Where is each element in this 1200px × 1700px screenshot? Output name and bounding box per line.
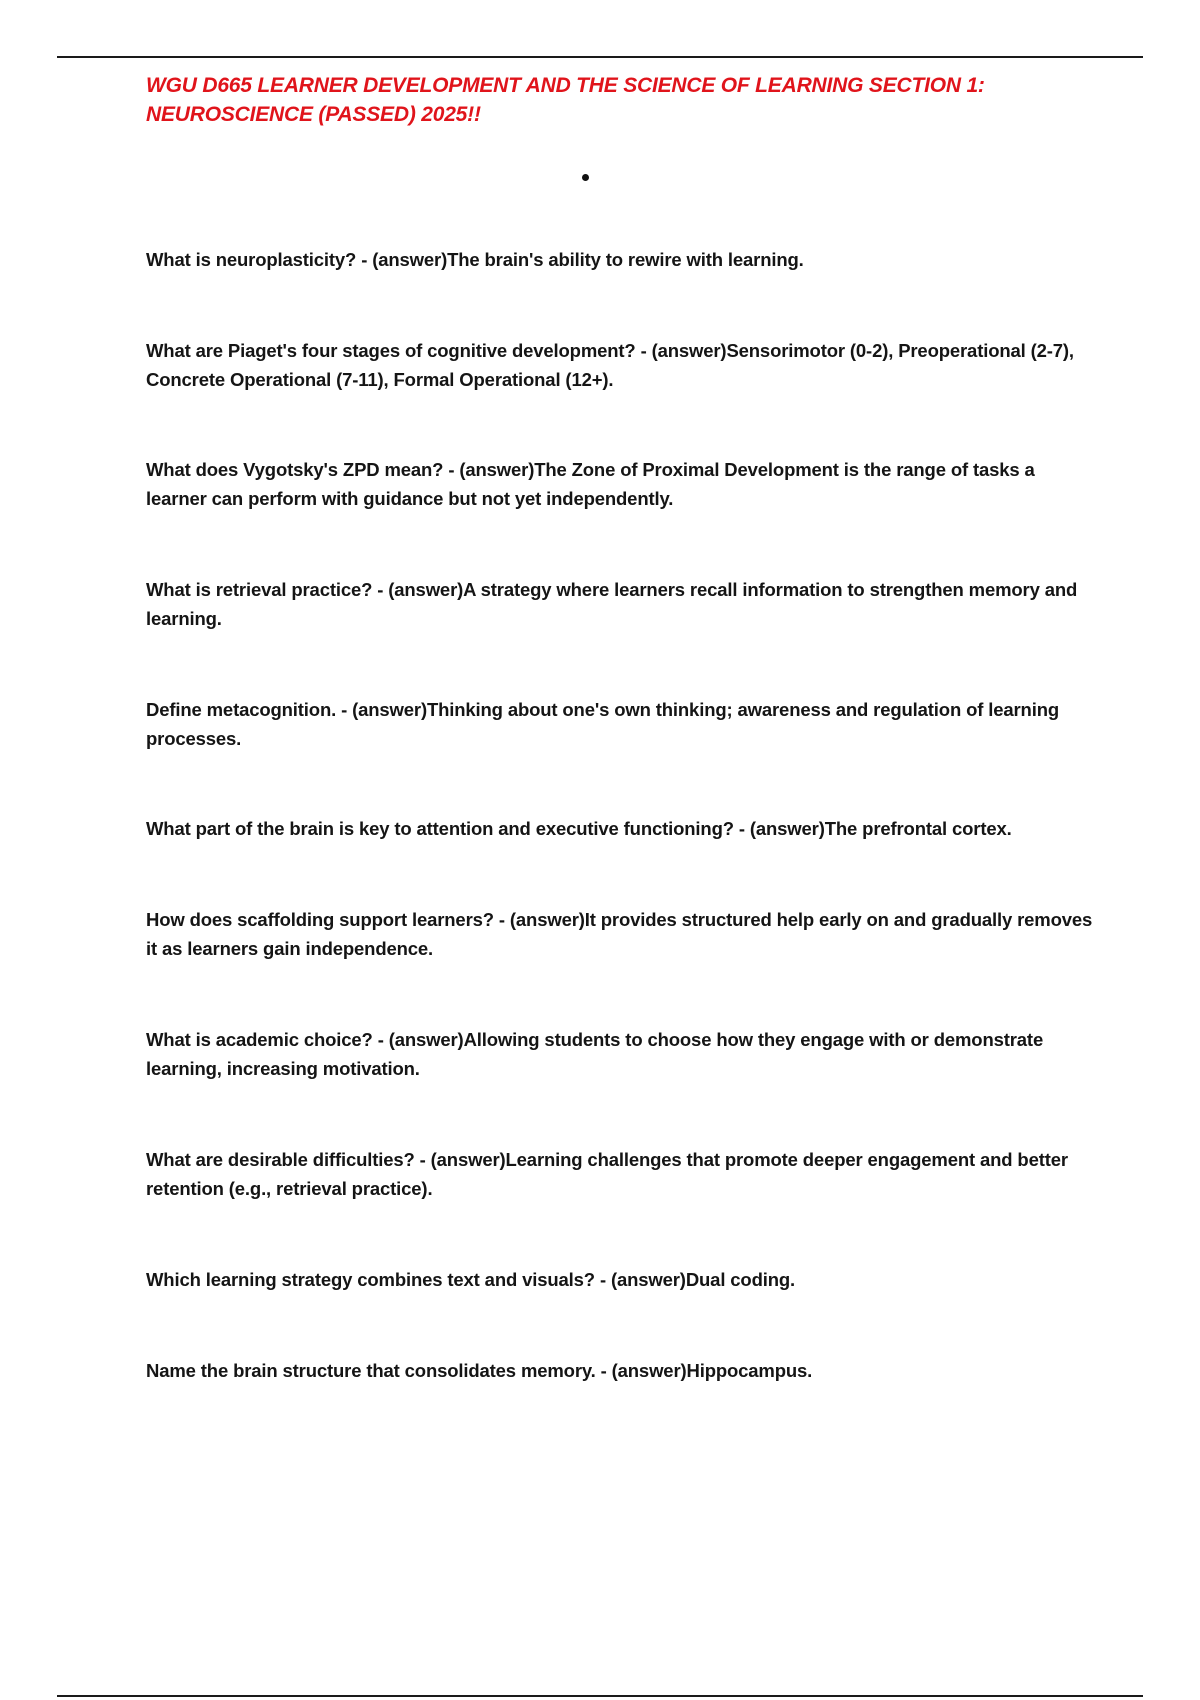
- bullet-marker: [582, 174, 589, 181]
- qa-item-3: What does Vygotsky's ZPD mean? - (answer)The Zone of Proximal Development is the range of tasks a learner can perform with guidance but not yet independently.: [146, 459, 1035, 509]
- qa-item-10: Which learning strategy combines text and visuals? - (answer)Dual coding.: [146, 1269, 796, 1290]
- qa-item-5: Define metacognition. - (answer)Thinking about one's own thinking; awareness and regulation of learning processes.: [146, 699, 1060, 749]
- qa-item-9: What are desirable difficulties? - (answer)Learning challenges that promote deeper engagement and better retention (e.g., retrieval practice).: [146, 1149, 1068, 1199]
- top-rule: [57, 56, 1143, 58]
- qa-item-7: How does scaffolding support learners? - (answer)It provides structured help early on and gradually removes it as learners gain independence.: [146, 909, 1093, 959]
- qa-item-1: What is neuroplasticity? - (answer)The brain's ability to rewire with learning.: [146, 249, 804, 270]
- qa-item-6: What part of the brain is key to attention and executive functioning? - (answer)The prefrontal cortex.: [146, 818, 1012, 839]
- document-title: WGU D665 LEARNER DEVELOPMENT AND THE SCIENCE OF LEARNING SECTION 1: NEUROSCIENCE (PASSED) 2025!!: [146, 74, 985, 126]
- bottom-rule: [57, 1695, 1143, 1697]
- qa-item-2: What are Piaget's four stages of cognitive development? - (answer)Sensorimotor (0-2), Preoperational (2-7), Concrete Operational (7-11), Formal Operational (12+).: [146, 340, 1074, 390]
- qa-item-8: What is academic choice? - (answer)Allowing students to choose how they engage with or demonstrate learning, increasing motivation.: [146, 1029, 1044, 1079]
- qa-item-11: Name the brain structure that consolidates memory. - (answer)Hippocampus.: [146, 1360, 813, 1381]
- qa-item-4: What is retrieval practice? - (answer)A strategy where learners recall information to strengthen memory and learning.: [146, 579, 1078, 629]
